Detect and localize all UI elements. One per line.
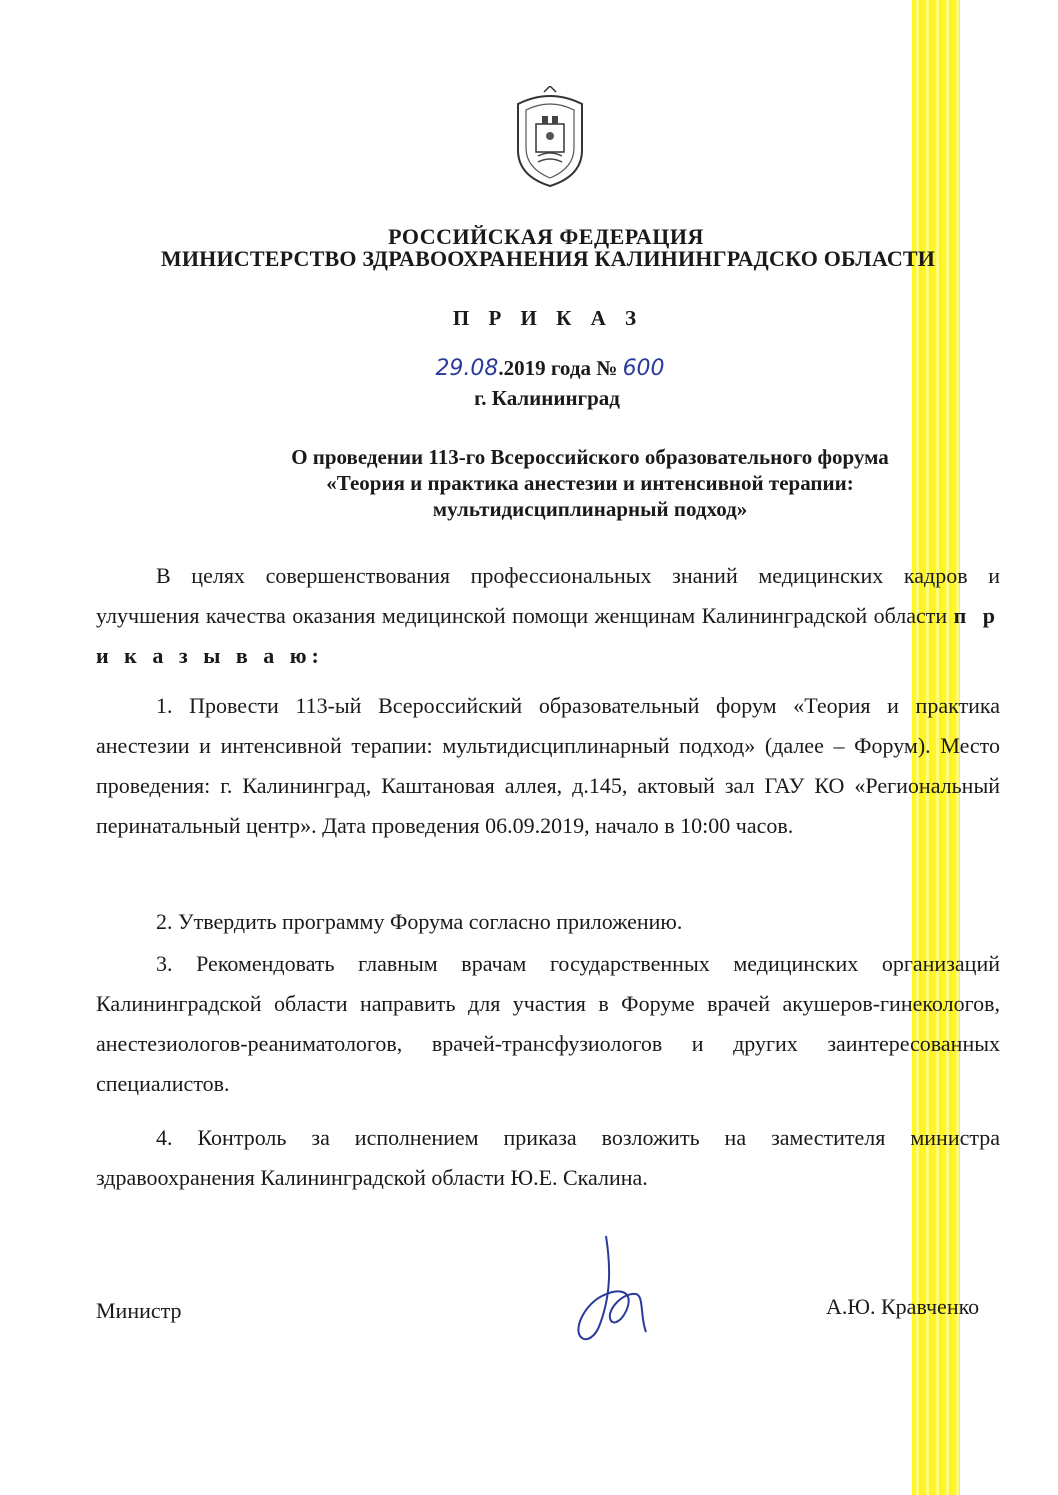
subject-line-2: «Теория и практика анестезии и интенсивной терапии:	[326, 471, 854, 495]
intro-paragraph	[96, 556, 1000, 676]
item-3-text: 3. Рекомендовать главным врачам государственных медицинских организаций Калининградской области направить для участия в Форуме врачей акушеров-гинекологов, анестезиологов-реаниматологов, врачей-трансфузиологов и других заинтересованных специалистов.	[96, 951, 1000, 1096]
order-date-line	[0, 356, 1058, 381]
signatory-name: А.Ю. Кравченко	[826, 1294, 980, 1319]
item-2-paragraph	[96, 902, 1000, 942]
printed-year: .2019 года №	[498, 356, 623, 380]
intro-text: В целях совершенствования профессиональных знаний медицинских кадров и улучшения качества оказания медицинской помощи женщинам Калининградской области	[96, 563, 1000, 628]
signatory-title: Министр	[96, 1298, 182, 1323]
item-3-paragraph	[96, 944, 1000, 1104]
item-1-paragraph	[96, 686, 1000, 846]
item-1-text: 1. Провести 113-ый Всероссийский образовательный форум «Теория и практика анестезии и интенсивной терапии: мультидисциплинарный подход» (далее – Форум). Место проведения: г. Калининград, Каштановая аллея, д.145, актовый зал ГАУ КО «Региональный перинатальный центр». Дата проведения 06.09.2019, начало в 10:00 часов.	[96, 693, 1000, 838]
handwritten-date: 29.08	[435, 356, 499, 381]
subject-line-1: О проведении 113-го Всероссийского образовательного форума	[291, 445, 889, 469]
handwritten-signature	[566, 1232, 650, 1354]
item-4-text: 4. Контроль за исполнением приказа возложить на заместителя министра здравоохранения Калининградской области Ю.Е. Скалина.	[96, 1125, 1000, 1190]
document-type-heading: П Р И К А З	[452, 306, 644, 330]
item-4-paragraph	[96, 1118, 1000, 1198]
country-heading: РОССИЙСКАЯ ФЕДЕРАЦИЯ	[388, 224, 704, 249]
ministry-heading: МИНИСТЕРСТВО ЗДРАВООХРАНЕНИЯ КАЛИНИНГРАДСКО ОБЛАСТИ	[160, 246, 936, 271]
coat-of-arms-emblem	[508, 86, 592, 188]
handwritten-order-number: 600	[622, 356, 665, 381]
city-line: г. Калининград	[474, 386, 620, 410]
item-2-text: 2. Утвердить программу Форума согласно приложению.	[156, 909, 683, 934]
subject-line-3: мультидисциплинарный подход»	[432, 497, 748, 521]
order-word: п р и к а з ы в а ю:	[96, 603, 1000, 668]
order-subject	[180, 444, 1000, 522]
